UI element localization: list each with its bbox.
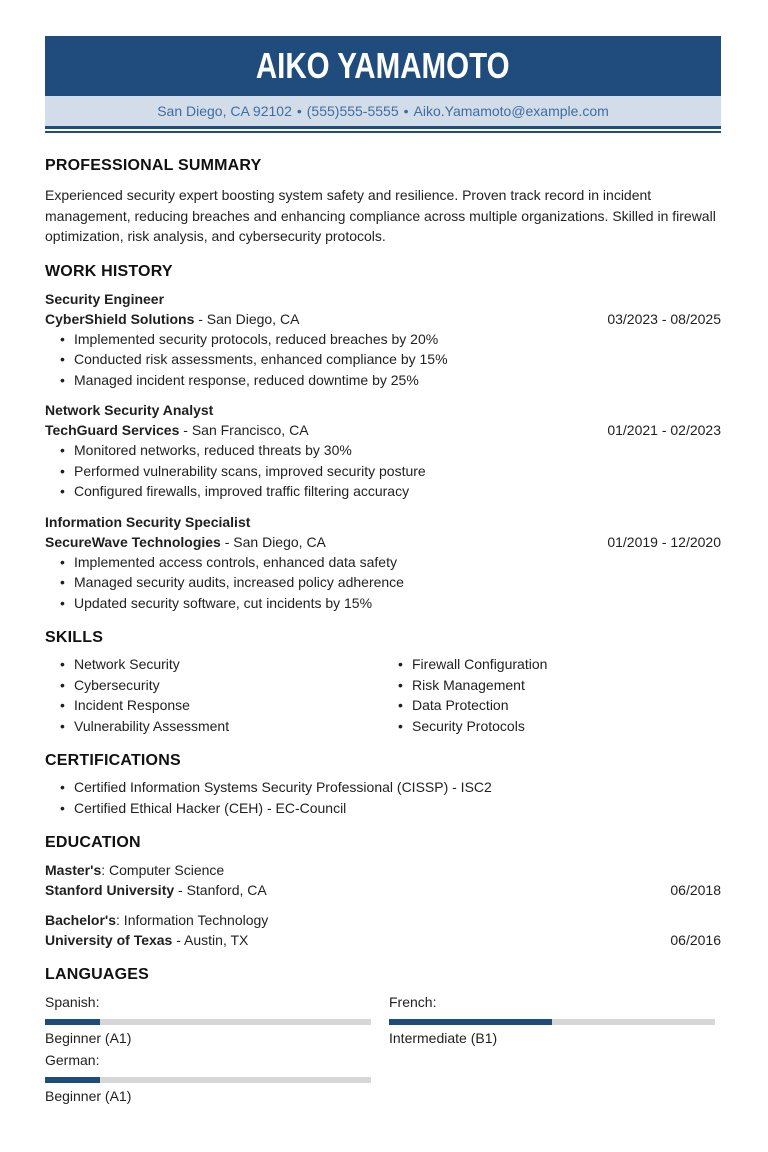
skill-item: • Network Security <box>74 654 383 675</box>
field-of-study: : Information Technology <box>116 912 269 928</box>
education-entry <box>45 860 721 900</box>
job-bullets <box>45 552 721 614</box>
skill-item: • Cybersecurity <box>74 675 383 696</box>
section-heading: SKILLS <box>45 629 104 646</box>
education-section <box>45 834 721 950</box>
certifications-section <box>45 752 721 818</box>
education-entry <box>45 910 721 950</box>
language-level: Beginner (A1) <box>45 1030 132 1046</box>
resume-content <box>45 157 721 1112</box>
school-row <box>45 930 721 950</box>
certification-item: • Certified Information Systems Security Professional (CISSP) - ISC2 <box>74 777 721 798</box>
language-item <box>45 992 371 1048</box>
name-banner <box>45 36 721 96</box>
languages-section <box>45 966 721 1112</box>
section-heading: EDUCATION <box>45 834 141 851</box>
job-bullet: • Managed incident response, reduced downtime by 25% <box>74 370 721 391</box>
language-name: German: <box>45 1052 100 1068</box>
job-company-row <box>45 309 721 329</box>
proficiency-bar <box>45 1019 371 1025</box>
job-bullet: • Managed security audits, increased policy adherence <box>74 572 721 593</box>
proficiency-fill <box>45 1077 100 1083</box>
summary-section <box>45 157 721 247</box>
job-company: CyberShield Solutions <box>45 310 195 327</box>
job-bullet: • Implemented security protocols, reduced breaches by 20% <box>74 329 721 350</box>
languages-grid <box>45 992 721 1112</box>
language-name: French: <box>389 994 437 1010</box>
language-level: Intermediate (B1) <box>389 1030 498 1046</box>
header-rule-thin <box>45 131 721 133</box>
school-location: - Austin, TX <box>172 932 249 948</box>
work-history-section <box>45 263 721 614</box>
skill-item: • Security Protocols <box>412 716 721 737</box>
skills-columns <box>45 654 721 736</box>
skill-item: • Risk Management <box>412 675 721 696</box>
school-name: Stanford University <box>45 882 175 898</box>
job-company: SecureWave Technologies <box>45 533 221 550</box>
job-dates: 03/2023 - 08/2025 <box>607 310 721 327</box>
skill-item: • Incident Response <box>74 695 383 716</box>
contact-separator: • <box>296 103 302 119</box>
language-item <box>389 992 715 1048</box>
job-location: - San Diego, CA <box>220 533 326 550</box>
degree: Master's <box>45 862 102 878</box>
job-bullets <box>45 329 721 391</box>
certifications-list <box>45 777 721 818</box>
section-heading: LANGUAGES <box>45 966 150 983</box>
school-name: University of Texas <box>45 932 173 948</box>
language-level: Beginner (A1) <box>45 1088 132 1104</box>
job-bullet: • Configured firewalls, improved traffic filtering accuracy <box>74 481 721 502</box>
job-bullet: • Implemented access controls, enhanced data safety <box>74 552 721 573</box>
school-row <box>45 880 721 900</box>
job-bullet: • Monitored networks, reduced threats by 30% <box>74 440 721 461</box>
field-of-study: : Computer Science <box>101 862 225 878</box>
skills-list-left <box>45 654 383 736</box>
job-bullet: • Performed vulnerability scans, improved security posture <box>74 461 721 482</box>
job-bullet: • Conducted risk assessments, enhanced compliance by 15% <box>74 349 721 370</box>
language-name: Spanish: <box>45 994 100 1010</box>
job-title: Information Security Specialist <box>45 513 251 530</box>
job-company-row <box>45 420 721 440</box>
skill-item: • Firewall Configuration <box>412 654 721 675</box>
contact-separator: • <box>403 103 409 119</box>
skills-section <box>45 629 721 736</box>
job-bullets <box>45 440 721 502</box>
skill-item: • Vulnerability Assessment <box>74 716 383 737</box>
job-title: Network Security Analyst <box>45 402 214 418</box>
job-location: - San Francisco, CA <box>179 422 309 438</box>
proficiency-bar <box>389 1019 715 1025</box>
proficiency-fill <box>389 1019 552 1025</box>
skill-item: • Data Protection <box>412 695 721 716</box>
section-heading: WORK HISTORY <box>45 262 173 280</box>
graduation-date: 06/2018 <box>670 882 721 898</box>
candidate-name: AIKO YAMAMOTO <box>256 45 510 86</box>
certification-item: • Certified Ethical Hacker (CEH) - EC-Council <box>74 798 721 819</box>
job-company: TechGuard Services <box>45 422 180 438</box>
header-rule-thick <box>45 126 721 129</box>
job-dates: 01/2019 - 12/2020 <box>607 533 721 550</box>
job-company-row <box>45 532 721 552</box>
contact-location: San Diego, CA 92102 <box>157 103 292 119</box>
contact-bar <box>45 96 721 126</box>
skills-list-right <box>383 654 721 736</box>
job-entry <box>45 400 721 502</box>
contact-phone: (555)555-5555 <box>306 103 399 119</box>
section-heading: PROFESSIONAL SUMMARY <box>45 157 262 174</box>
job-entry <box>45 289 721 391</box>
proficiency-fill <box>45 1019 100 1025</box>
contact-email[interactable]: Aiko.Yamamoto@example.com <box>413 103 609 119</box>
section-heading: CERTIFICATIONS <box>45 752 181 769</box>
job-bullet: • Updated security software, cut incidents by 15% <box>74 593 721 614</box>
degree: Bachelor's <box>45 912 117 928</box>
job-title: Security Engineer <box>45 290 165 307</box>
job-entry <box>45 512 721 614</box>
job-dates: 01/2021 - 02/2023 <box>607 422 721 438</box>
language-item <box>45 1050 371 1106</box>
graduation-date: 06/2016 <box>670 932 721 948</box>
summary-text: Experienced security expert boosting system safety and resilience. Proven track record in incident management, reducing breaches and enhancing compliance across multiple organizations. Skilled in firewall optimization, risk analysis, and cybersecurity protocols. <box>45 187 716 244</box>
proficiency-bar <box>45 1077 371 1083</box>
job-location: - San Diego, CA <box>194 310 300 327</box>
school-location: - Stanford, CA <box>174 882 267 898</box>
